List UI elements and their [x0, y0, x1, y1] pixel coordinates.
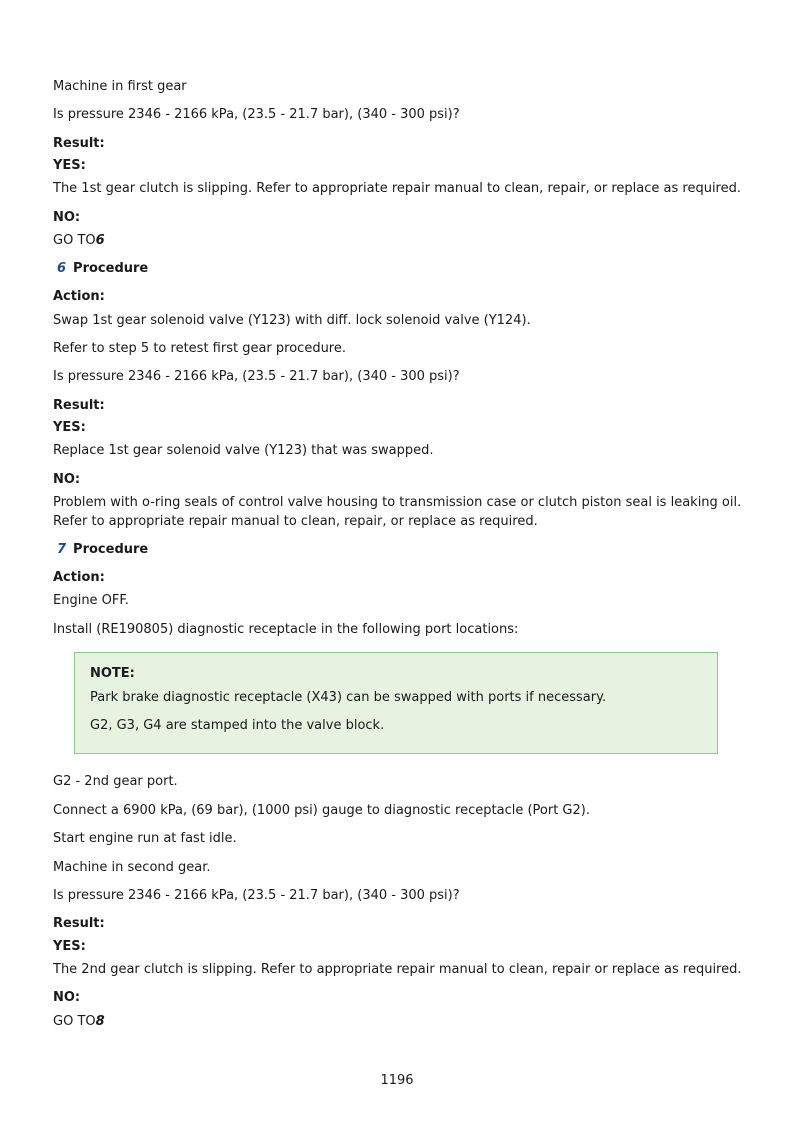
- no-text-continued: Refer to appropriate repair manual to clean, repair, or replace as required.: [53, 514, 538, 529]
- procedure-heading: [53, 260, 148, 278]
- goto-step-line: [53, 1013, 105, 1031]
- note-text: Park brake diagnostic receptacle (X43) can be swapped with ports if necessary.: [90, 690, 607, 705]
- instruction-text: G2 - 2nd gear port.: [53, 774, 178, 789]
- instruction-text: Start engine run at fast idle.: [53, 831, 237, 846]
- step-number: 7: [57, 542, 67, 557]
- yes-text: The 1st gear clutch is slipping. Refer to appropriate repair manual to clean, repair, or replace as required.: [53, 181, 742, 196]
- question-text: Is pressure 2346 - 2166 kPa, (23.5 - 21.7 bar), (340 - 300 psi)?: [53, 888, 460, 903]
- yes-heading: YES:: [53, 158, 86, 173]
- no-heading: NO:: [53, 472, 81, 487]
- result-heading: Result:: [53, 916, 105, 931]
- yes-heading: YES:: [53, 420, 86, 435]
- note-text: G2, G3, G4 are stamped into the valve block.: [90, 718, 385, 733]
- instruction-text: Machine in first gear: [53, 79, 187, 94]
- goto-text: GO TO: [53, 233, 96, 248]
- instruction-text: Connect a 6900 kPa, (69 bar), (1000 psi) gauge to diagnostic receptacle (Port G2).: [53, 803, 590, 818]
- result-heading: Result:: [53, 398, 105, 413]
- goto-step-line: [53, 232, 105, 250]
- action-heading: Action:: [53, 570, 105, 585]
- note-title: NOTE:: [90, 666, 135, 681]
- procedure-label: Procedure: [73, 542, 149, 557]
- procedure-heading: [53, 541, 148, 559]
- yes-text: The 2nd gear clutch is slipping. Refer to appropriate repair manual to clean, repair or replace as required.: [53, 962, 742, 977]
- goto-step-link[interactable]: 6: [95, 233, 105, 248]
- goto-text: GO TO: [53, 1014, 96, 1029]
- question-text: Is pressure 2346 - 2166 kPa, (23.5 - 21.7 bar), (340 - 300 psi)?: [53, 369, 460, 384]
- no-heading: NO:: [53, 210, 81, 225]
- question-text: Is pressure 2346 - 2166 kPa, (23.5 - 21.7 bar), (340 - 300 psi)?: [53, 107, 460, 122]
- action-heading: Action:: [53, 289, 105, 304]
- page-number: 1196: [380, 1073, 414, 1088]
- no-heading: NO:: [53, 990, 81, 1005]
- instruction-text: Machine in second gear.: [53, 860, 211, 875]
- instruction-text: Swap 1st gear solenoid valve (Y123) with diff. lock solenoid valve (Y124).: [53, 313, 531, 328]
- instruction-text: Refer to step 5 to retest first gear procedure.: [53, 341, 346, 356]
- result-heading: Result:: [53, 136, 105, 151]
- instruction-text: Engine OFF.: [53, 593, 129, 608]
- no-text: Problem with o-ring seals of control valve housing to transmission case or clutch piston seal is leaking oil.: [53, 495, 742, 510]
- yes-heading: YES:: [53, 939, 86, 954]
- note-box: [74, 652, 718, 754]
- instruction-text: Install (RE190805) diagnostic receptacle in the following port locations:: [53, 622, 519, 637]
- goto-step-link[interactable]: 8: [95, 1014, 105, 1029]
- step-number: 6: [57, 261, 67, 276]
- yes-text: Replace 1st gear solenoid valve (Y123) that was swapped.: [53, 443, 434, 458]
- procedure-label: Procedure: [73, 261, 149, 276]
